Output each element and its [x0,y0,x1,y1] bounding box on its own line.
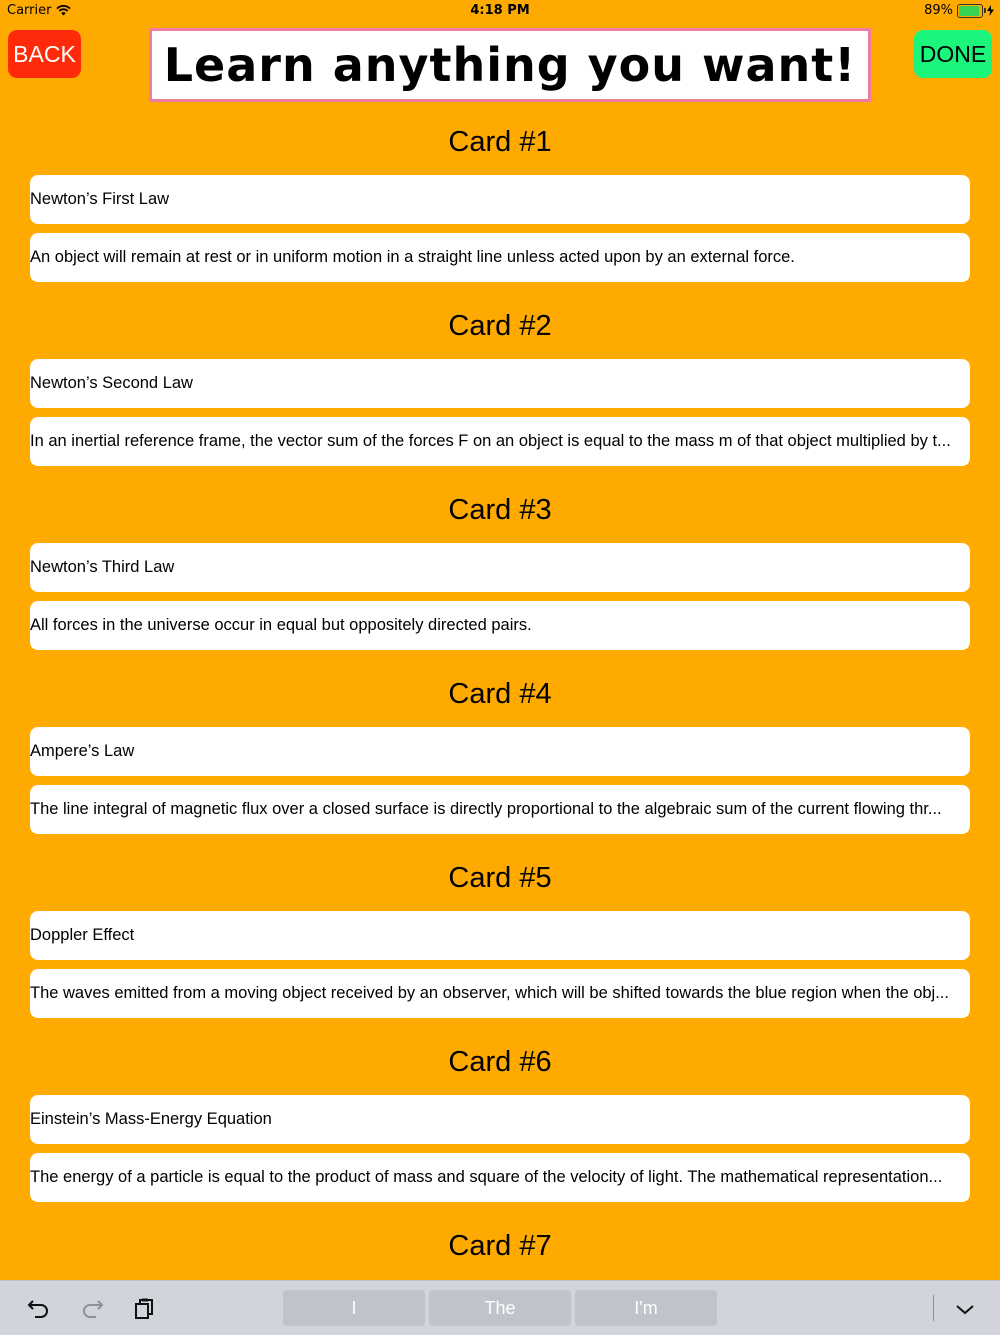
status-bar [0,0,1000,22]
battery-fill [959,6,979,16]
battery-percent: 89% [924,3,953,18]
card-term-field[interactable] [30,727,970,776]
undo-icon[interactable] [27,1297,51,1319]
card-heading: Card #7 [448,1230,552,1262]
suggestion-1[interactable]: I [283,1290,425,1326]
card-heading: Card #4 [448,678,552,710]
suggestion-3[interactable]: I'm [575,1290,717,1326]
card-definition-text: All forces in the universe occur in equal but oppositely directed pairs. [30,616,532,634]
page-title: Learn anything you want! [163,38,857,92]
card-definition-text: The energy of a particle is equal to the product of mass and square of the velocity of light. The mathematical representation... [30,1168,943,1186]
card-item [0,846,1000,1018]
battery-status [924,3,994,18]
card-term-field[interactable] [30,359,970,408]
title-box [149,28,871,102]
status-time: 4:18 PM [470,3,530,18]
card-term-text: Newton’s First Law [30,190,170,208]
card-item [0,1214,1000,1279]
card-term-text: Ampere’s Law [30,742,135,760]
done-button[interactable]: DONE [914,30,992,78]
card-heading: Card #2 [448,310,552,342]
back-button[interactable]: BACK [8,30,81,78]
card-heading: Card #1 [448,126,552,158]
card-term-field[interactable] [30,911,970,960]
card-item [0,662,1000,834]
card-definition-text: In an inertial reference frame, the vector sum of the forces F on an object is equal to the mass m of that object multiplied by t... [30,432,951,450]
card-definition-text: An object will remain at rest or in uniform motion in a straight line unless acted upon by an external force. [30,248,795,266]
card-item [0,294,1000,466]
card-definition-field[interactable] [30,233,970,282]
card-item [0,1030,1000,1202]
card-term-text: Newton’s Second Law [30,374,193,392]
card-definition-field[interactable] [30,1153,970,1202]
card-item [0,110,1000,282]
suggestion-2[interactable]: The [429,1290,571,1326]
card-definition-field[interactable] [30,601,970,650]
card-heading: Card #5 [448,862,552,894]
dismiss-keyboard-icon[interactable] [953,1299,977,1321]
card-item [0,478,1000,650]
redo-icon[interactable] [80,1297,104,1319]
card-term-field[interactable] [30,1095,970,1144]
battery-tip [984,8,986,13]
card-term-text: Einstein’s Mass-Energy Equation [30,1110,272,1128]
charging-bolt-icon [987,5,994,16]
wifi-icon [56,5,71,16]
card-definition-text: The line integral of magnetic flux over a closed surface is directly proportional to the algebraic sum of the current flowing thr... [30,800,942,818]
card-term-text: Newton’s Third Law [30,558,175,576]
card-term-field[interactable] [30,175,970,224]
card-term-field[interactable] [30,543,970,592]
card-definition-field[interactable] [30,969,970,1018]
bar-divider [933,1295,934,1321]
card-list [0,110,1000,1291]
battery-icon [957,4,983,18]
card-definition-field[interactable] [30,417,970,466]
card-heading: Card #3 [448,494,552,526]
keyboard-shortcut-bar [0,1280,1000,1335]
carrier-info [7,3,71,18]
card-heading: Card #6 [448,1046,552,1078]
card-definition-text: The waves emitted from a moving object received by an observer, which will be shifted towards the blue region when the obj... [30,984,949,1002]
card-definition-field[interactable] [30,785,970,834]
card-term-text: Doppler Effect [30,926,135,944]
carrier-label: Carrier [7,3,52,18]
paste-icon[interactable] [133,1297,157,1319]
